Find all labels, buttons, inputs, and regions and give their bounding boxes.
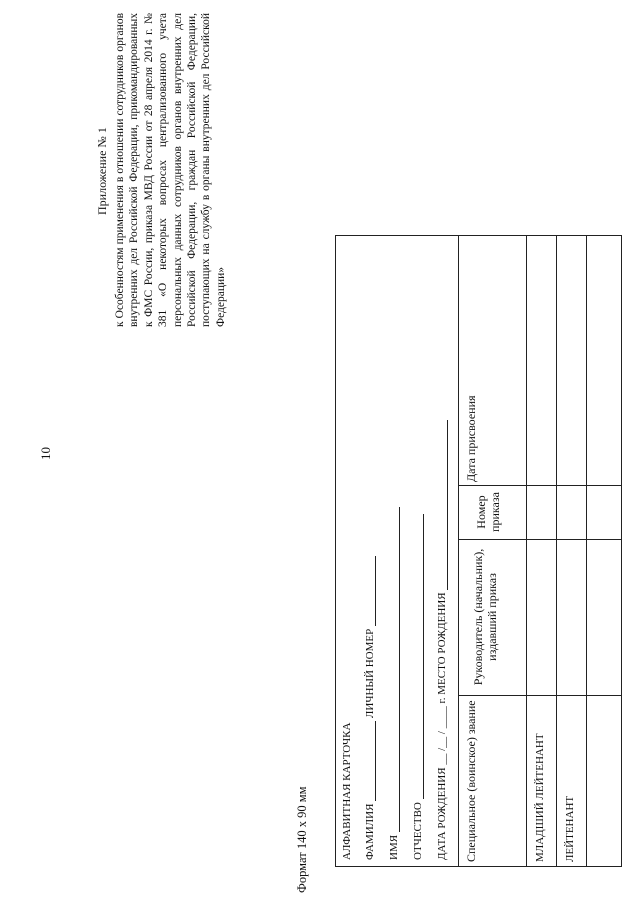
name-field[interactable] <box>387 507 400 832</box>
table-top-line <box>458 236 459 866</box>
birthplace-label: МЕСТО РОЖДЕНИЯ <box>436 592 448 695</box>
header-date: Дата присвоения <box>464 395 478 482</box>
appendix-text: к Особенностям применения в отношении сотрудников органов внутренних дел Российской Федерации, прикомандированных к ФМС России, приказа МВД России от 28 апреля 2014 г. № 381 «О некоторых вопросах централизованного учета персональных данных сотрудников органов внутренних дел Российской Федерации, граждан Российской Федерации, поступающих на службу в органы внутренних дел Российской Федерации» <box>114 13 227 327</box>
page-number: 10 <box>38 447 53 460</box>
header-head: Руководитель (начальник), издавший приказ <box>471 548 499 686</box>
surname-field[interactable] <box>363 721 376 801</box>
patronymic-row <box>411 514 424 860</box>
header-bottom-line <box>526 236 527 866</box>
table-row: МЛАДШИЙ ЛЕЙТЕНАНТ <box>534 733 546 862</box>
birth-row <box>435 420 448 860</box>
row-divider <box>556 236 557 866</box>
patronymic-field[interactable] <box>411 514 424 799</box>
birthdate-label: ДАТА РОЖДЕНИЯ <box>436 767 448 860</box>
card-title: АЛФАВИТНАЯ КАРТОЧКА <box>341 722 353 860</box>
row-divider-2 <box>586 236 587 866</box>
surname-label: ФАМИЛИЯ <box>364 803 376 860</box>
col-divider-3 <box>458 485 621 486</box>
header-rank: Специальное (воинское) звание <box>464 700 478 862</box>
birthplace-field[interactable] <box>435 420 448 590</box>
header-order-number: Номер приказа <box>474 492 502 532</box>
birthdate-field[interactable]: __ /__ / ____ <box>436 706 448 765</box>
format-label: Формат 140 x 90 мм <box>295 786 309 893</box>
patronymic-label: ОТЧЕСТВО <box>412 802 424 860</box>
year-suffix: г. <box>436 697 448 704</box>
name-row <box>387 507 400 860</box>
appendix-title: Приложение № 1 <box>95 127 109 215</box>
alphabetical-card <box>335 235 622 867</box>
personal-number-label: ЛИЧНЫЙ НОМЕР <box>364 628 376 719</box>
name-label: ИМЯ <box>388 834 400 860</box>
col-divider-1 <box>458 695 621 696</box>
table-row: ЛЕЙТЕНАНТ <box>564 795 576 862</box>
personal-number-field[interactable] <box>363 556 376 626</box>
col-divider-2 <box>458 539 621 540</box>
surname-row <box>363 556 376 860</box>
